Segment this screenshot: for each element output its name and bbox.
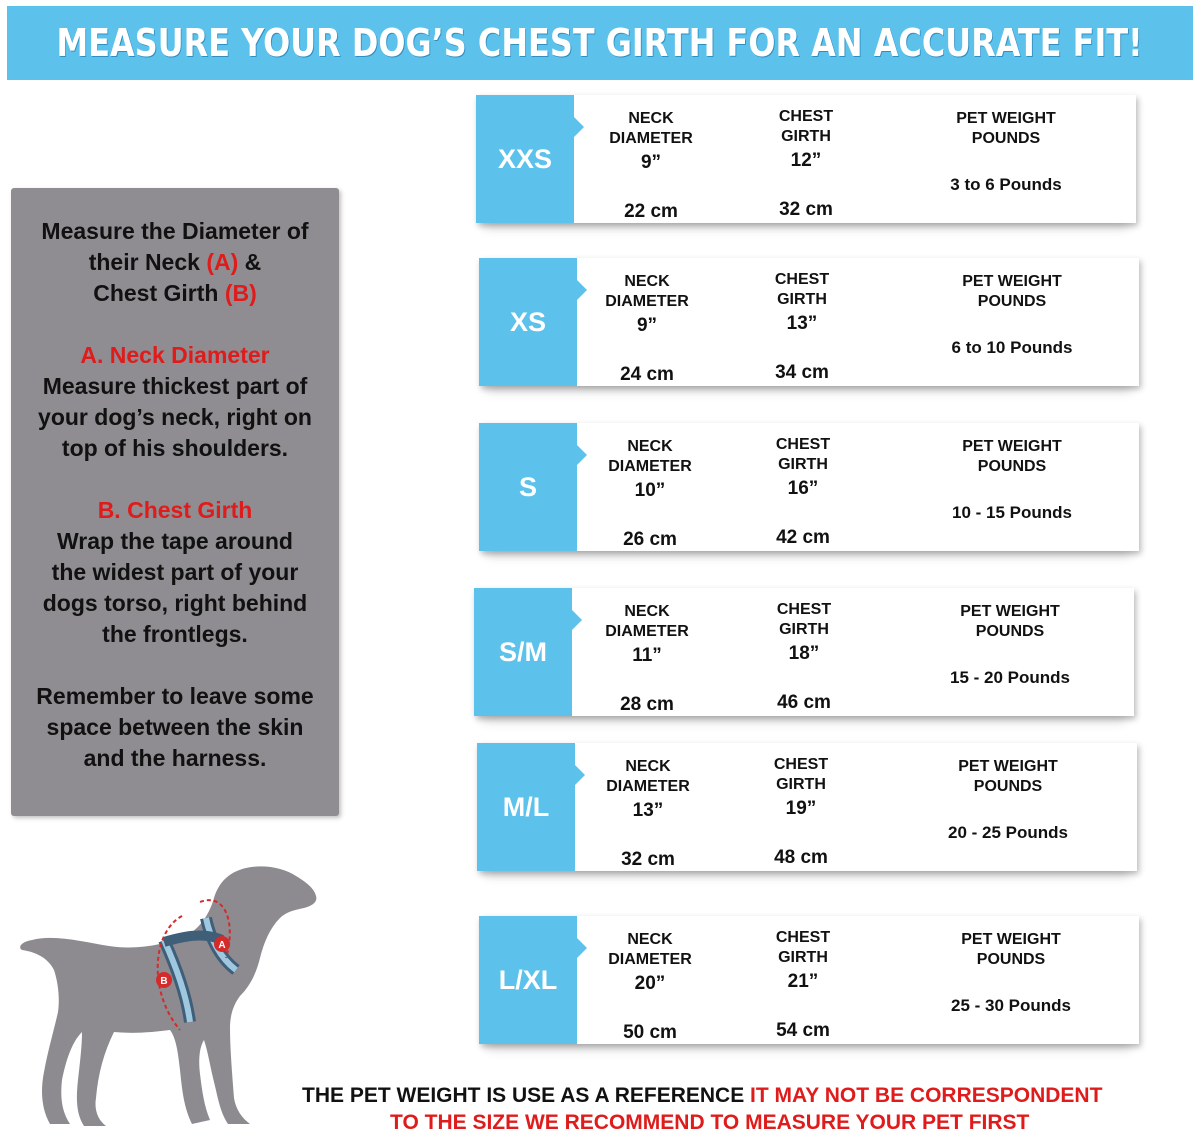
neck-inches: 11”	[632, 645, 662, 666]
chest-header: GIRTH	[779, 621, 829, 638]
chest-header: GIRTH	[776, 776, 826, 793]
neck-inches: 9”	[640, 152, 662, 173]
chest-cm: 46 cm	[777, 692, 831, 713]
intro-text: &	[238, 249, 262, 275]
footer-line-2: TO THE SIZE WE RECOMMEND TO MEASURE YOUR PET FIRST	[390, 1111, 1030, 1134]
neck-cm: 26 cm	[623, 529, 677, 550]
banner-title: MEASURE YOUR DOG’S CHEST GIRTH FOR AN ACCURATE FIT!	[56, 21, 1144, 65]
remember-block	[11, 681, 339, 774]
size-card	[477, 743, 1137, 871]
chest-column	[739, 600, 869, 713]
chest-column	[741, 107, 871, 220]
neck-header: NECK	[624, 603, 670, 620]
chest-cm: 42 cm	[776, 527, 830, 548]
size-card	[476, 95, 1136, 223]
weight-header: POUNDS	[971, 130, 1041, 147]
neck-header: DIAMETER	[605, 623, 689, 640]
weight-header: PET WEIGHT	[962, 273, 1062, 290]
footer-disclaimer	[300, 1082, 1196, 1136]
chest-desc: dogs torso, right behind	[42, 590, 308, 616]
weight-column	[920, 602, 1100, 688]
remember-text: Remember to leave some	[36, 683, 314, 709]
chest-header: CHEST	[774, 271, 830, 288]
intro-line: Measure the Diameter of	[41, 218, 309, 244]
weight-value: 6 to 10 Pounds	[951, 338, 1073, 357]
neck-desc: top of his shoulders.	[61, 435, 289, 461]
neck-inches: 13”	[632, 800, 664, 821]
neck-header: DIAMETER	[609, 130, 693, 147]
chest-cm: 32 cm	[779, 199, 833, 220]
footer-warning: IT MAY NOT BE CORRESPONDENT	[750, 1084, 1103, 1107]
neck-column	[585, 930, 715, 1043]
neck-column	[582, 602, 712, 715]
weight-column	[922, 272, 1102, 358]
weight-value: 20 - 25 Pounds	[948, 823, 1068, 842]
marker-b-text: (B)	[224, 280, 257, 306]
weight-column	[916, 109, 1096, 195]
size-label: XXS	[476, 95, 574, 223]
intro-block	[11, 216, 339, 309]
neck-desc: Measure thickest part of	[42, 373, 308, 399]
weight-header: PET WEIGHT	[956, 110, 1056, 127]
neck-header: DIAMETER	[608, 458, 692, 475]
weight-header: PET WEIGHT	[958, 758, 1058, 775]
chest-inches: 13”	[786, 313, 818, 334]
weight-header: POUNDS	[977, 458, 1047, 475]
neck-inches: 10”	[634, 480, 666, 501]
neck-header: NECK	[627, 931, 673, 948]
neck-header: NECK	[624, 273, 670, 290]
chest-cm: 34 cm	[775, 362, 829, 383]
size-label: S	[479, 423, 577, 551]
chest-cm: 48 cm	[774, 847, 828, 868]
chest-header: CHEST	[775, 929, 831, 946]
chest-inches: 12”	[790, 150, 822, 171]
intro-text: their Neck	[88, 249, 207, 275]
chest-desc: the frontlegs.	[102, 621, 248, 647]
weight-header: PET WEIGHT	[962, 438, 1062, 455]
chest-column	[736, 755, 866, 868]
instructions-panel	[11, 188, 339, 816]
weight-value: 10 - 15 Pounds	[952, 503, 1072, 522]
size-card	[479, 258, 1139, 386]
neck-cm: 22 cm	[624, 201, 678, 222]
neck-header: DIAMETER	[608, 951, 692, 968]
intro-line	[11, 278, 339, 309]
marker-a-text: (A)	[206, 249, 239, 275]
remember-text: and the harness.	[83, 745, 267, 771]
chest-column	[738, 928, 868, 1041]
chest-title: B. Chest Girth	[97, 497, 253, 523]
weight-value: 25 - 30 Pounds	[951, 996, 1071, 1015]
chest-inches: 16”	[787, 478, 819, 499]
weight-header: POUNDS	[976, 951, 1046, 968]
size-card	[479, 423, 1139, 551]
weight-column	[921, 930, 1101, 1016]
chest-desc: Wrap the tape around	[57, 528, 293, 554]
neck-header: NECK	[625, 758, 671, 775]
remember-text: space between the skin	[46, 714, 304, 740]
size-card	[474, 588, 1134, 716]
footer-line-1	[300, 1082, 1196, 1109]
chest-inches: 19”	[785, 798, 817, 819]
chest-header: CHEST	[775, 436, 831, 453]
neck-title: A. Neck Diameter	[80, 342, 270, 368]
dog-silhouette	[20, 866, 316, 1126]
size-label: L/XL	[479, 916, 577, 1044]
neck-header: DIAMETER	[605, 293, 689, 310]
neck-header: NECK	[627, 438, 673, 455]
neck-column	[585, 437, 715, 550]
banner	[7, 6, 1193, 80]
neck-inches: 20”	[634, 973, 666, 994]
neck-column	[582, 272, 712, 385]
footer-text: THE PET WEIGHT IS USE AS A REFERENCE	[302, 1084, 751, 1107]
weight-column	[922, 437, 1102, 523]
intro-text: Chest Girth	[93, 280, 225, 306]
neck-header: NECK	[628, 110, 674, 127]
chest-header: CHEST	[776, 601, 832, 618]
neck-cm: 50 cm	[623, 1022, 677, 1043]
chest-inches: 18”	[788, 643, 820, 664]
neck-inches: 9”	[636, 315, 658, 336]
marker-a-label: A	[218, 940, 226, 951]
neck-block	[11, 340, 339, 464]
size-card	[479, 916, 1139, 1044]
weight-header: POUNDS	[973, 778, 1043, 795]
chest-header: CHEST	[773, 756, 829, 773]
intro-line	[11, 247, 339, 278]
chest-header: GIRTH	[777, 291, 827, 308]
neck-cm: 24 cm	[620, 364, 674, 385]
neck-header: DIAMETER	[606, 778, 690, 795]
chest-column	[737, 270, 867, 383]
size-label: S/M	[474, 588, 572, 716]
weight-header: POUNDS	[977, 293, 1047, 310]
neck-column	[586, 109, 716, 222]
size-label: XS	[479, 258, 577, 386]
weight-column	[918, 757, 1098, 843]
weight-value: 15 - 20 Pounds	[950, 668, 1070, 687]
neck-cm: 28 cm	[620, 694, 674, 715]
chest-column	[738, 435, 868, 548]
weight-header: PET WEIGHT	[961, 931, 1061, 948]
chest-header: GIRTH	[778, 949, 828, 966]
weight-header: PET WEIGHT	[960, 603, 1060, 620]
chest-header: CHEST	[778, 108, 834, 125]
marker-b-label: B	[160, 976, 168, 987]
size-label: M/L	[477, 743, 575, 871]
dog-harness-illustration	[14, 862, 330, 1134]
chest-inches: 21”	[787, 971, 819, 992]
chest-cm: 54 cm	[776, 1020, 830, 1041]
neck-column	[583, 757, 713, 870]
neck-desc: your dog’s neck, right on	[38, 404, 312, 430]
chest-header: GIRTH	[778, 456, 828, 473]
chest-desc: the widest part of your	[51, 559, 299, 585]
neck-cm: 32 cm	[621, 849, 675, 870]
chest-block	[11, 495, 339, 650]
weight-header: POUNDS	[975, 623, 1045, 640]
weight-value: 3 to 6 Pounds	[950, 175, 1062, 194]
chest-header: GIRTH	[781, 128, 831, 145]
